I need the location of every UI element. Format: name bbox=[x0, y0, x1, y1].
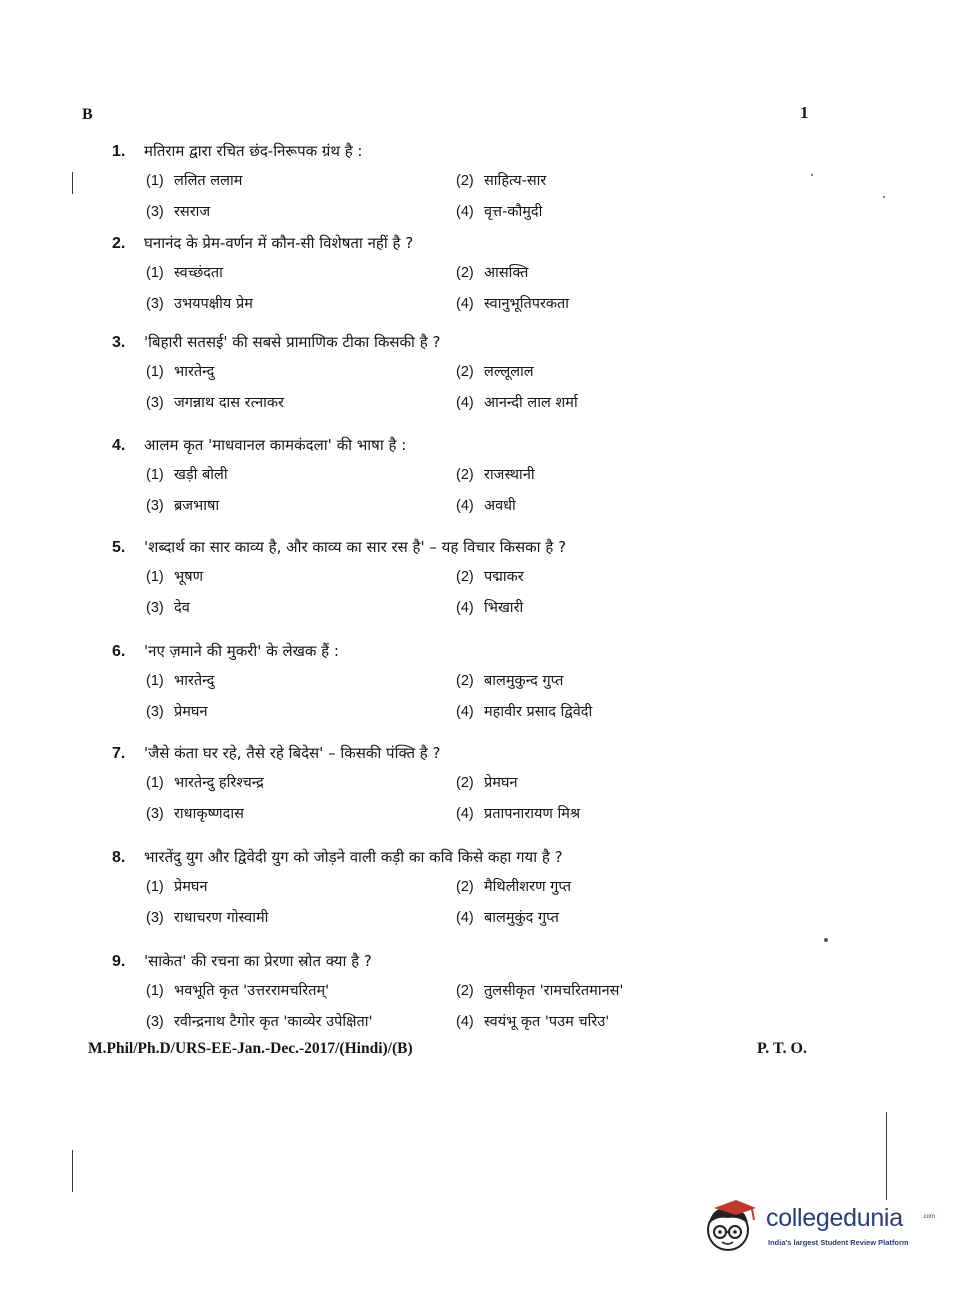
option-number: (1) bbox=[146, 364, 164, 380]
question-9 bbox=[112, 951, 712, 1045]
question-1 bbox=[112, 141, 712, 235]
question-number: 2. bbox=[112, 235, 126, 252]
option-number: (1) bbox=[146, 265, 164, 281]
scan-margin-line bbox=[72, 1150, 73, 1192]
option-number: (4) bbox=[456, 395, 474, 411]
option-1 bbox=[146, 981, 329, 1001]
question-8 bbox=[112, 847, 712, 941]
option-number: (3) bbox=[146, 204, 164, 220]
option-4 bbox=[456, 1012, 609, 1032]
question-text: आलम कृत 'माधवानल कामकंदला' की भाषा है : bbox=[144, 436, 407, 454]
option-text: भारतेन्दु bbox=[174, 364, 215, 380]
option-number: (1) bbox=[146, 173, 164, 189]
option-number: (2) bbox=[456, 173, 474, 189]
question-6 bbox=[112, 641, 712, 735]
question-stem bbox=[112, 537, 566, 558]
option-text: प्रतापनारायण मिश्र bbox=[484, 806, 581, 822]
option-number: (2) bbox=[456, 364, 474, 380]
option-1 bbox=[146, 171, 242, 191]
question-number: 3. bbox=[112, 334, 126, 351]
option-text: बालमुकुन्द गुप्त bbox=[484, 673, 564, 689]
question-number: 9. bbox=[112, 953, 126, 970]
brand-domain: .com bbox=[922, 1214, 936, 1220]
option-text: राधाकृष्णदास bbox=[174, 806, 244, 822]
option-text: प्रेमघन bbox=[174, 704, 208, 720]
option-text: जगन्नाथ दास रत्नाकर bbox=[174, 395, 284, 411]
option-text: लल्लूलाल bbox=[484, 364, 534, 380]
option-2 bbox=[456, 877, 571, 897]
option-number: (3) bbox=[146, 806, 164, 822]
option-number: (2) bbox=[456, 673, 474, 689]
option-text: भारतेन्दु हरिश्चन्द्र bbox=[174, 775, 264, 791]
option-2 bbox=[456, 362, 534, 382]
option-text: वृत्त-कौमुदी bbox=[484, 204, 543, 220]
page-number: 1 bbox=[800, 103, 809, 122]
option-text: महावीर प्रसाद द्विवेदी bbox=[484, 704, 593, 720]
option-text: भारतेन्दु bbox=[174, 673, 215, 689]
option-number: (3) bbox=[146, 395, 164, 411]
option-text: ललित ललाम bbox=[174, 173, 243, 189]
question-number: 8. bbox=[112, 849, 126, 866]
option-2 bbox=[456, 671, 563, 691]
option-text: प्रेमघन bbox=[484, 775, 518, 791]
option-text: भवभूति कृत 'उत्तररामचरितम्' bbox=[174, 983, 330, 999]
question-text: मतिराम द्वारा रचित छंद-निरूपक ग्रंथ है : bbox=[144, 142, 363, 160]
option-text: तुलसीकृत 'रामचरितमानस' bbox=[484, 983, 624, 999]
question-stem bbox=[112, 641, 339, 662]
option-text: भूषण bbox=[174, 569, 204, 585]
student-mascot-icon bbox=[700, 1196, 760, 1258]
question-2 bbox=[112, 233, 712, 327]
option-3 bbox=[146, 598, 190, 618]
pto-marker: P. T. O. bbox=[757, 1040, 807, 1057]
option-number: (2) bbox=[456, 265, 474, 281]
question-text: 'साकेत' की रचना का प्रेरणा स्रोत क्या है ? bbox=[144, 952, 372, 970]
option-number: (1) bbox=[146, 983, 164, 999]
option-number: (4) bbox=[456, 296, 474, 312]
option-3 bbox=[146, 393, 284, 413]
option-number: (4) bbox=[456, 910, 474, 926]
question-text: 'शब्दार्थ का सार काव्य है, और काव्य का सार रस है' – यह विचार किसका है ? bbox=[144, 538, 567, 556]
question-stem bbox=[112, 233, 413, 254]
option-text: स्वच्छंदता bbox=[174, 265, 223, 281]
option-3 bbox=[146, 202, 210, 222]
option-number: (1) bbox=[146, 879, 164, 895]
brand-name: collegedunia bbox=[766, 1204, 903, 1232]
option-text: आसक्ति bbox=[484, 265, 529, 281]
option-text: आनन्दी लाल शर्मा bbox=[484, 395, 578, 411]
option-1 bbox=[146, 362, 214, 382]
option-text: राजस्थानी bbox=[484, 467, 535, 483]
option-4 bbox=[456, 804, 580, 824]
option-number: (4) bbox=[456, 1014, 474, 1030]
option-4 bbox=[456, 294, 569, 314]
scan-speck bbox=[883, 196, 885, 198]
option-3 bbox=[146, 908, 268, 928]
option-4 bbox=[456, 393, 578, 413]
option-number: (4) bbox=[456, 498, 474, 514]
option-1 bbox=[146, 877, 208, 897]
question-3 bbox=[112, 332, 712, 426]
option-1 bbox=[146, 465, 228, 485]
question-stem bbox=[112, 743, 441, 764]
option-text: खड़ी बोली bbox=[174, 467, 228, 483]
option-1 bbox=[146, 773, 264, 793]
option-number: (2) bbox=[456, 983, 474, 999]
option-text: प्रेमघन bbox=[174, 879, 208, 895]
option-1 bbox=[146, 671, 214, 691]
question-stem bbox=[112, 435, 406, 456]
option-text: पद्माकर bbox=[484, 569, 524, 585]
question-number: 4. bbox=[112, 437, 126, 454]
option-number: (2) bbox=[456, 569, 474, 585]
option-number: (3) bbox=[146, 1014, 164, 1030]
question-number: 5. bbox=[112, 539, 126, 556]
option-2 bbox=[456, 567, 524, 587]
option-number: (4) bbox=[456, 704, 474, 720]
option-text: देव bbox=[174, 600, 190, 616]
question-7 bbox=[112, 743, 712, 837]
question-text: 'बिहारी सतसई' की सबसे प्रामाणिक टीका किसकी है ? bbox=[144, 333, 441, 351]
option-text: भिखारी bbox=[484, 600, 524, 616]
question-4 bbox=[112, 435, 712, 529]
scan-margin-line bbox=[886, 1112, 887, 1200]
option-3 bbox=[146, 294, 253, 314]
option-3 bbox=[146, 1012, 373, 1032]
option-text: बालमुकुंद गुप्त bbox=[484, 910, 559, 926]
question-text: भारतेंदु युग और द्विवेदी युग को जोड़ने वाली कड़ी का कवि किसे कहा गया है ? bbox=[144, 848, 563, 866]
question-text: घनानंद के प्रेम-वर्णन में कौन-सी विशेषता नहीं है ? bbox=[144, 234, 414, 252]
option-text: मैथिलीशरण गुप्त bbox=[484, 879, 572, 895]
option-text: ब्रजभाषा bbox=[174, 498, 220, 514]
option-3 bbox=[146, 496, 219, 516]
option-4 bbox=[456, 702, 592, 722]
option-3 bbox=[146, 804, 244, 824]
option-2 bbox=[456, 981, 623, 1001]
question-text: 'जैसे कंता घर रहे, तैसे रहे बिदेस' – किसकी पंक्ति है ? bbox=[144, 744, 441, 762]
option-number: (3) bbox=[146, 498, 164, 514]
option-1 bbox=[146, 263, 223, 283]
option-number: (1) bbox=[146, 673, 164, 689]
option-number: (3) bbox=[146, 704, 164, 720]
question-number: 7. bbox=[112, 745, 126, 762]
series-code: B bbox=[82, 106, 93, 123]
option-text: स्वयंभू कृत 'पउम चरिउ' bbox=[484, 1014, 610, 1030]
question-stem bbox=[112, 332, 440, 353]
question-5 bbox=[112, 537, 712, 631]
option-4 bbox=[456, 908, 559, 928]
scan-speck bbox=[811, 174, 813, 176]
question-stem bbox=[112, 847, 563, 868]
scan-speck bbox=[824, 938, 828, 942]
option-number: (1) bbox=[146, 569, 164, 585]
option-3 bbox=[146, 702, 208, 722]
question-number: 6. bbox=[112, 643, 126, 660]
option-text: अवधी bbox=[484, 498, 516, 514]
option-number: (2) bbox=[456, 775, 474, 791]
option-2 bbox=[456, 773, 518, 793]
option-number: (3) bbox=[146, 296, 164, 312]
option-number: (4) bbox=[456, 806, 474, 822]
option-number: (4) bbox=[456, 204, 474, 220]
option-text: रसराज bbox=[174, 204, 211, 220]
option-number: (1) bbox=[146, 467, 164, 483]
option-4 bbox=[456, 496, 516, 516]
option-2 bbox=[456, 171, 546, 191]
question-stem bbox=[112, 141, 363, 162]
option-2 bbox=[456, 465, 535, 485]
question-stem bbox=[112, 951, 372, 972]
option-number: (2) bbox=[456, 879, 474, 895]
option-number: (3) bbox=[146, 910, 164, 926]
option-text: उभयपक्षीय प्रेम bbox=[174, 296, 253, 312]
paper-code: M.Phil/Ph.D/URS-EE-Jan.-Dec.-2017/(Hindi)/(B) bbox=[88, 1040, 413, 1057]
option-number: (2) bbox=[456, 467, 474, 483]
option-text: रवीन्द्रनाथ टैगोर कृत 'काव्येर उपेक्षिता' bbox=[174, 1014, 373, 1030]
option-2 bbox=[456, 263, 528, 283]
option-number: (4) bbox=[456, 600, 474, 616]
brand-tagline: India's largest Student Review Platform bbox=[768, 1238, 909, 1247]
collegedunia-watermark[interactable] bbox=[700, 1196, 940, 1266]
option-number: (1) bbox=[146, 775, 164, 791]
option-text: स्वानुभूतिपरकता bbox=[484, 296, 570, 312]
scan-margin-line bbox=[72, 172, 73, 194]
question-number: 1. bbox=[112, 143, 126, 160]
option-1 bbox=[146, 567, 203, 587]
question-text: 'नए ज़माने की मुकरी' के लेखक हैं : bbox=[144, 642, 339, 660]
option-text: राधाचरण गोस्वामी bbox=[174, 910, 269, 926]
option-number: (3) bbox=[146, 600, 164, 616]
option-4 bbox=[456, 598, 523, 618]
option-text: साहित्य-सार bbox=[484, 173, 547, 189]
option-4 bbox=[456, 202, 542, 222]
